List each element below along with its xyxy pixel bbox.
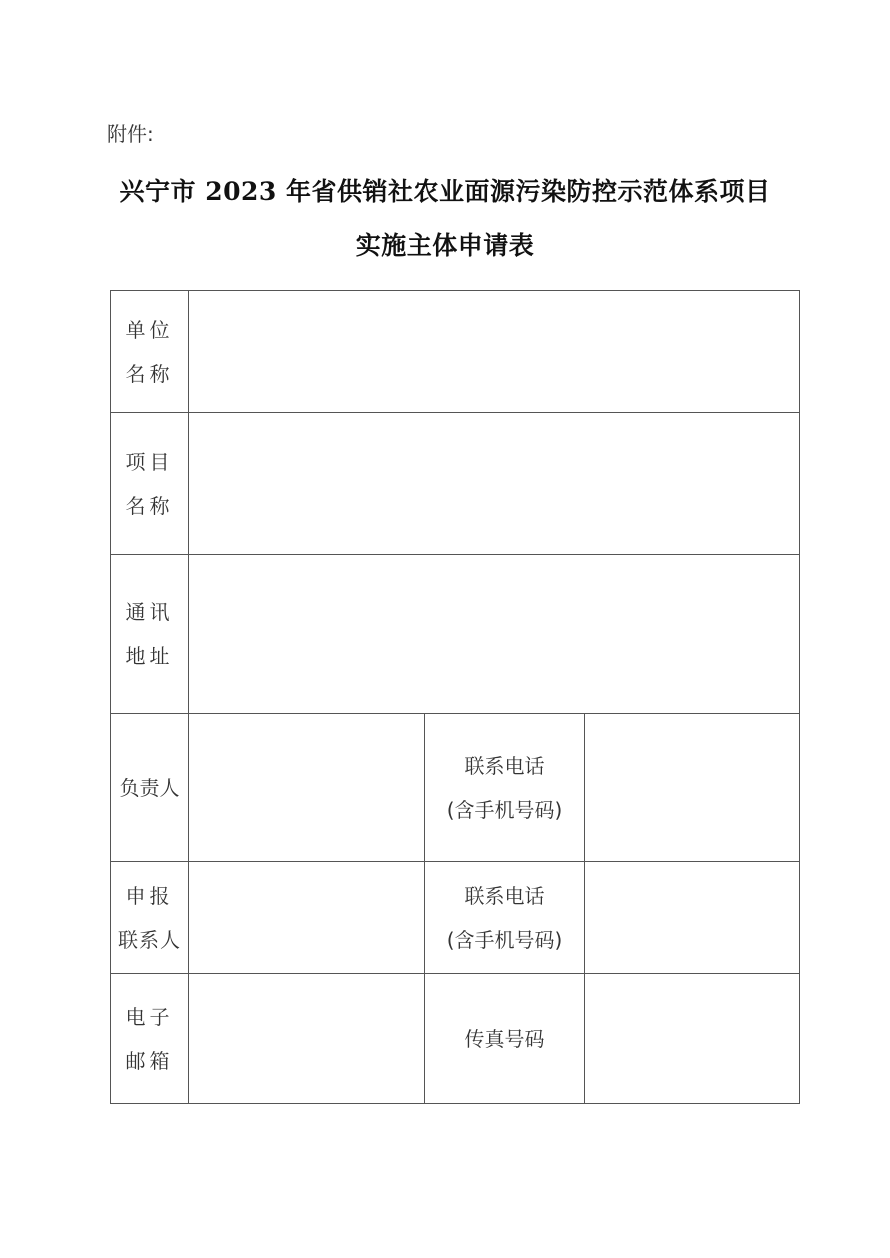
form-title-line-2: 实施主体申请表 (355, 231, 535, 260)
contact-phone-label: 联系电话 (含手机号码) (425, 714, 585, 862)
report-contact-label: 申报 联系人 (111, 862, 189, 974)
email-label: 电子 邮箱 (111, 974, 189, 1104)
project-name-field[interactable] (189, 413, 800, 555)
contact-phone-field[interactable] (585, 714, 800, 862)
person-in-charge-field[interactable] (189, 714, 425, 862)
row-person-in-charge (111, 714, 800, 862)
row-project-name (111, 413, 800, 555)
application-form-table (110, 290, 800, 1104)
report-contact-field[interactable] (189, 862, 425, 974)
row-email (111, 974, 800, 1104)
form-title-line-1: 兴宁市 2023 年省供销社农业面源污染防控示范体系项目 (119, 177, 771, 206)
attachment-label: 附件: (107, 122, 154, 146)
unit-name-field[interactable] (189, 291, 800, 413)
email-field[interactable] (189, 974, 425, 1104)
mailing-address-field[interactable] (189, 555, 800, 714)
mailing-address-label: 通讯 地址 (111, 555, 189, 714)
fax-number-label: 传真号码 (425, 974, 585, 1104)
contact-phone-2-label: 联系电话 (含手机号码) (425, 862, 585, 974)
row-mailing-address (111, 555, 800, 714)
row-report-contact (111, 862, 800, 974)
row-unit-name (111, 291, 800, 413)
project-name-label: 项目 名称 (111, 413, 189, 555)
unit-name-label: 单位 名称 (111, 291, 189, 413)
person-in-charge-label: 负责人 (111, 714, 189, 862)
fax-number-field[interactable] (585, 974, 800, 1104)
contact-phone-2-field[interactable] (585, 862, 800, 974)
